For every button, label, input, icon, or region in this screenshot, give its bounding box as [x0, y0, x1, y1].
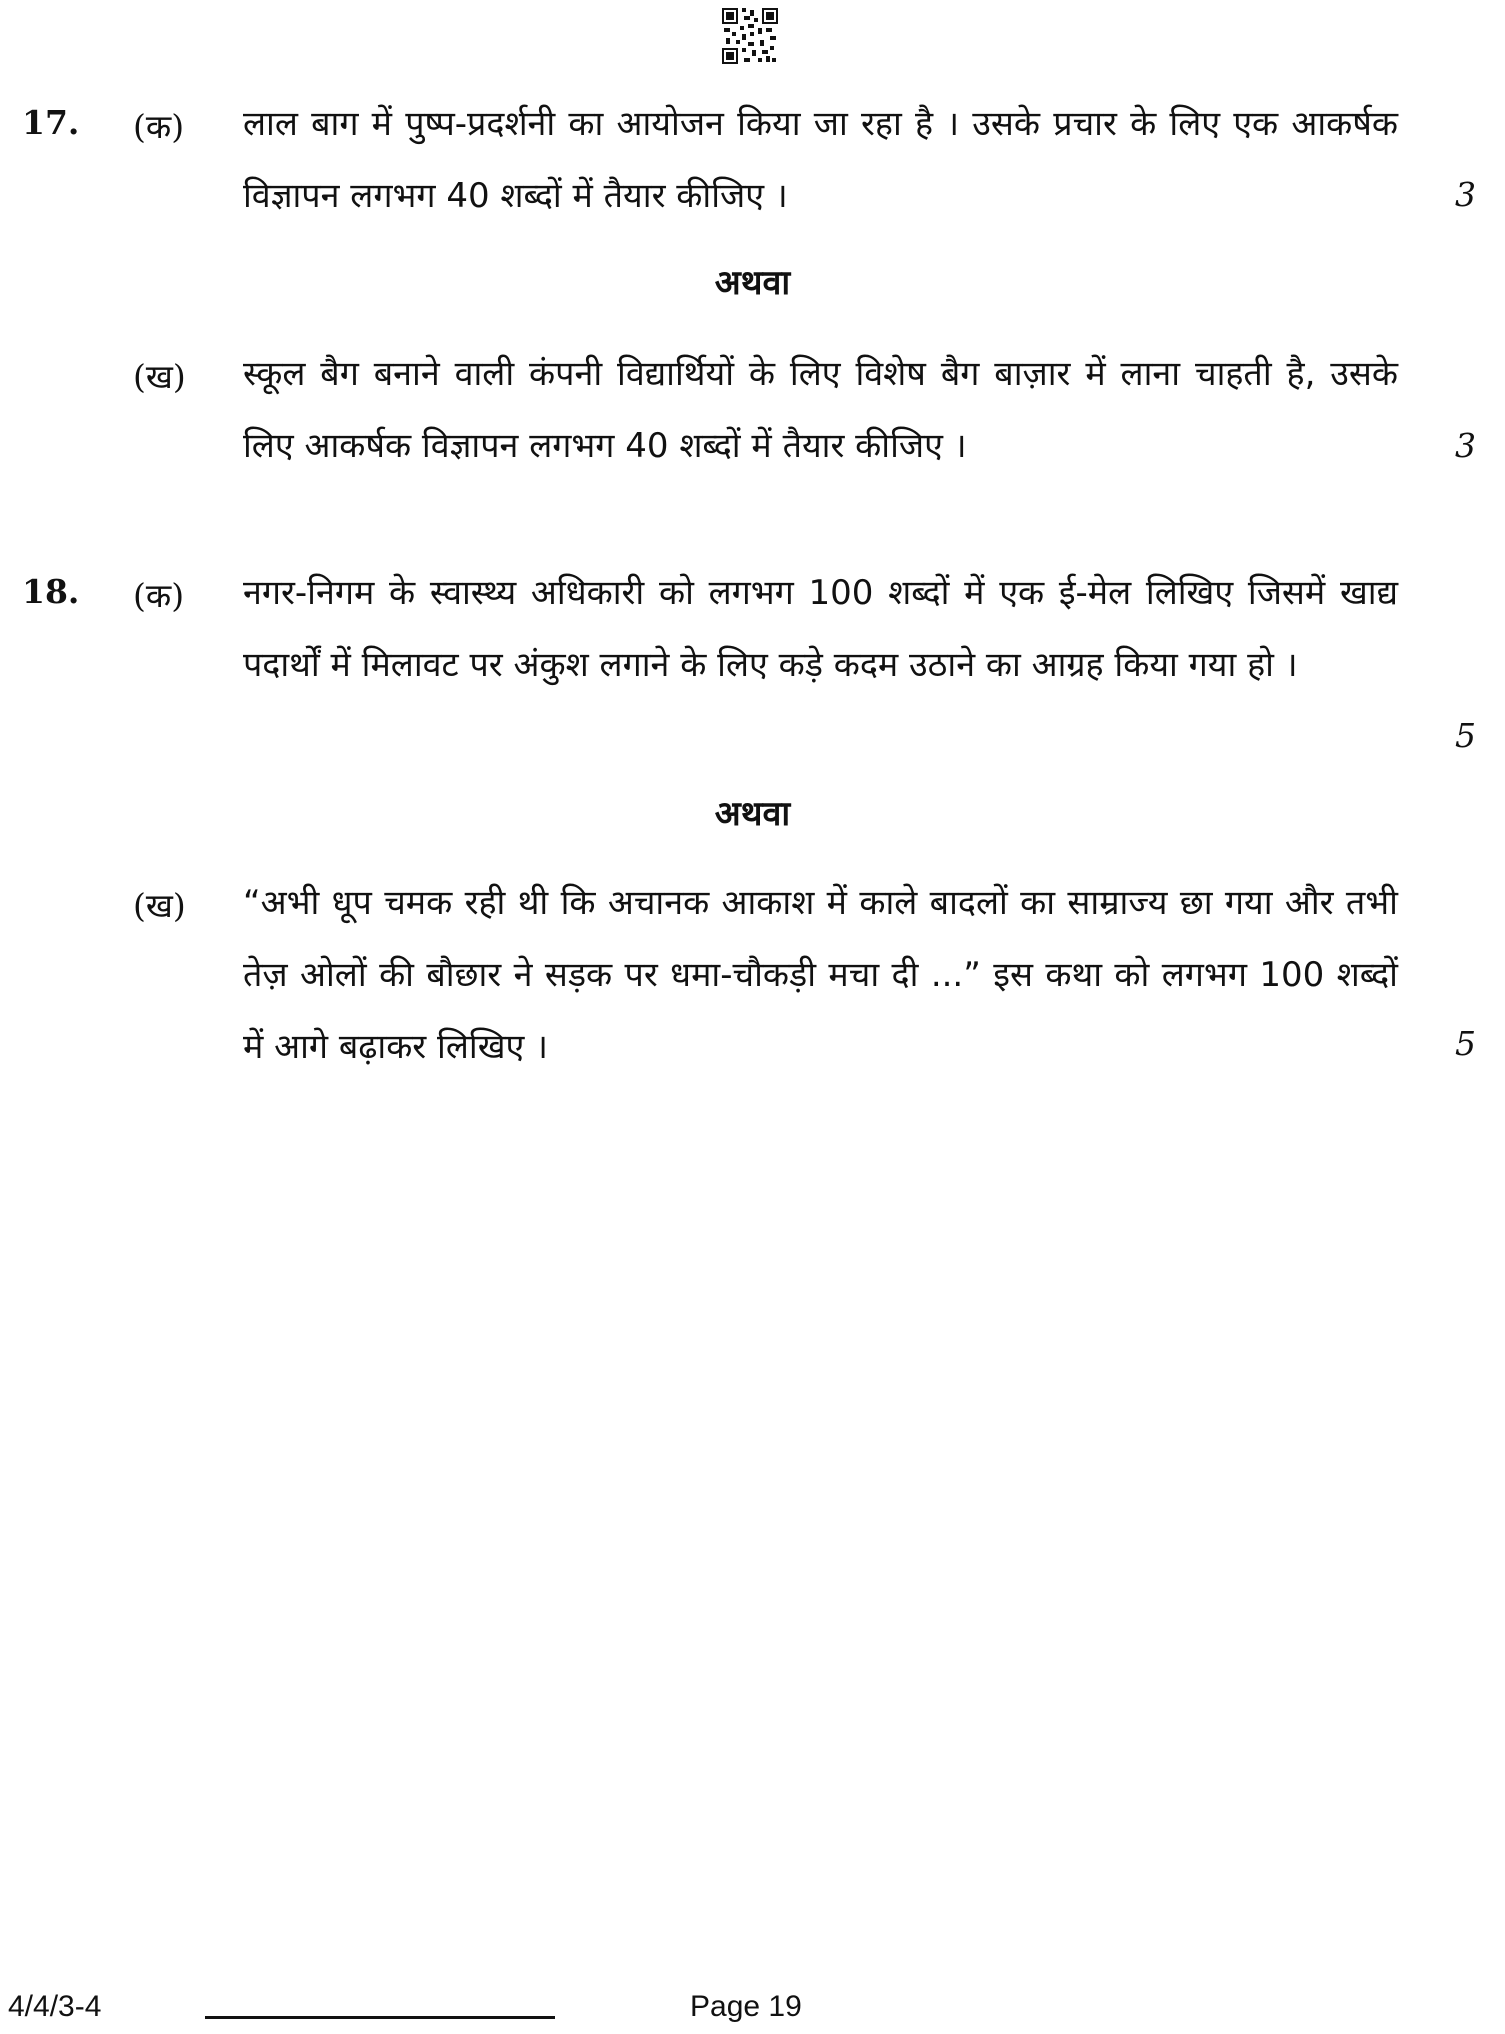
- paper-code: 4/4/3-4: [8, 1990, 102, 2023]
- question-18-part-b-label: (ख): [133, 886, 186, 925]
- question-18-part-b-marks: 5: [1455, 1024, 1476, 1063]
- footer-divider: [205, 2016, 555, 2019]
- question-18-part-a-label: (क): [133, 576, 185, 615]
- question-18-or-label: अथवा: [714, 794, 791, 834]
- question-17-part-b-text: स्कूल बैग बनाने वाली कंपनी विद्यार्थियों के लिए विशेष बैग बाज़ार में लाना चाहती है, उसके लिए आकर्षक विज्ञापन लगभग 40 शब्दों में तैयार कीजिए ।: [243, 354, 1398, 466]
- question-number-18: 18.: [22, 572, 80, 611]
- question-17-part-a-marks: 3: [1455, 175, 1476, 214]
- question-17-part-b-marks: 3: [1455, 426, 1476, 465]
- question-17-part-a-label: (क): [133, 107, 185, 146]
- question-17-or-label: अथवा: [714, 263, 791, 303]
- question-18-part-b-text: “अभी धूप चमक रही थी कि अचानक आकाश में काले बादलों का साम्राज्य छा गया और तभी तेज़ ओलों की बौछार ने सड़क पर धमा-चौकड़ी मचा दी ...” इस कथा को लगभग 100 शब्दों में आगे बढ़ाकर लिखिए ।: [243, 883, 1398, 1067]
- question-number-17: 17.: [22, 103, 80, 142]
- qr-code: [722, 8, 778, 64]
- question-18-part-a-text: नगर-निगम के स्वास्थ्य अधिकारी को लगभग 100 शब्दों में एक ई-मेल लिखिए जिसमें खाद्य पदार्थों में मिलावट पर अंकुश लगाने के लिए कड़े कदम उठाने का आग्रह किया गया हो ।: [243, 573, 1398, 685]
- question-17-part-b-label: (ख): [133, 357, 186, 396]
- question-17-part-a-text: लाल बाग में पुष्प-प्रदर्शनी का आयोजन किया जा रहा है । उसके प्रचार के लिए एक आकर्षक विज्ञापन लगभग 40 शब्दों में तैयार कीजिए ।: [243, 104, 1398, 216]
- question-18-part-a-marks: 5: [1455, 716, 1476, 755]
- page-number: Page 19: [690, 1990, 802, 2023]
